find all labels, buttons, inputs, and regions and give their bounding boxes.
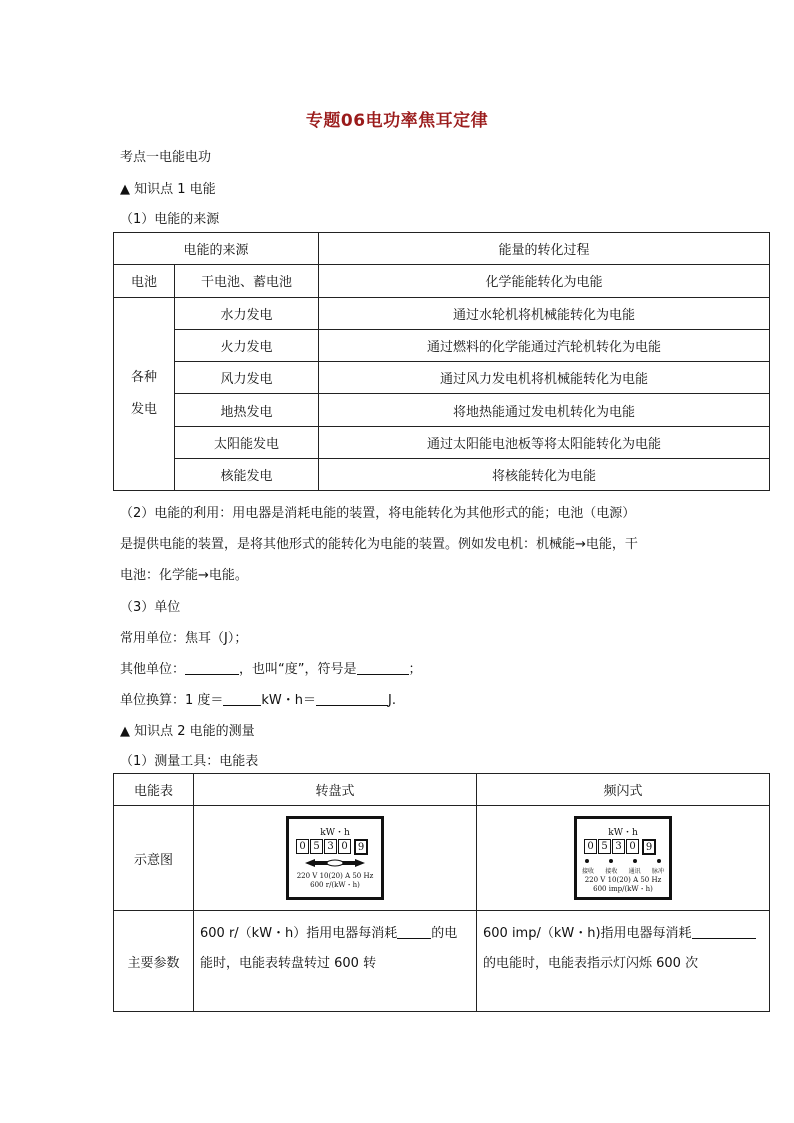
knowledge-point-1: ▲ 知识点 1 电能 (120, 182, 216, 197)
fill-blank[interactable] (692, 924, 756, 939)
meter-digit: 3 (324, 839, 337, 854)
unit-conv-text: 单位换算：1 度＝ (120, 693, 224, 708)
flash-meter-cell (477, 806, 770, 911)
fill-blank[interactable] (316, 691, 388, 706)
indicator-light-icon (633, 859, 637, 863)
unit-conv-text: kW・h＝ (261, 693, 317, 708)
meter-spec: 600 r/(kW・h) (310, 881, 360, 889)
row-label-params: 主要参数 (114, 911, 194, 1012)
meter-spec: 220 V 10(20) A 50 Hz (584, 876, 662, 884)
header-process: 能量的转化过程 (319, 233, 770, 265)
table-row (114, 362, 770, 394)
table-row (114, 774, 770, 806)
fill-blank[interactable] (357, 660, 409, 675)
header-dial: 转盘式 (194, 774, 477, 806)
meter-digit: 0 (584, 839, 597, 854)
indicator-labels (582, 866, 664, 875)
source-type: 太阳能发电 (175, 426, 319, 458)
meter-digit: 5 (310, 839, 323, 854)
group-generation-line2: 发电 (130, 401, 157, 417)
unit-other (120, 658, 422, 677)
flash-params (477, 911, 770, 1012)
unit-other-text: ，也叫“度”，符号是 (239, 662, 357, 677)
process-cell: 通过风力发电机将机械能转化为电能 (319, 362, 770, 394)
dial-meter-diagram (286, 816, 384, 900)
meter-spec: 600 imp/(kW・h) (593, 885, 653, 893)
subheading-energy-source: （1）电能的来源 (120, 212, 220, 227)
header-meter: 电能表 (114, 774, 194, 806)
dial-meter-cell (194, 806, 477, 911)
flash-param-text: 600 imp/（kW・h)指用电器每消耗 (483, 926, 692, 941)
meter-digits (584, 839, 657, 855)
flash-param-text: 的电能时，电能表指示灯闪烁 600 次 (483, 956, 699, 971)
source-type: 干电池、蓄电池 (175, 265, 319, 297)
process-cell: 通过水轮机将机械能转化为电能 (319, 297, 770, 329)
process-cell: 化学能能转化为电能 (319, 265, 770, 297)
energy-source-table (113, 232, 770, 491)
indicator-label: 脉冲 (651, 868, 664, 875)
table-row (114, 459, 770, 491)
fill-blank[interactable] (223, 691, 261, 706)
meter-digit: 5 (598, 839, 611, 854)
unit-other-text: 其他单位： (120, 662, 186, 677)
process-cell: 通过太阳能电池板等将太阳能转化为电能 (319, 426, 770, 458)
table-row (114, 297, 770, 329)
process-cell: 通过燃料的化学能通过汽轮机转化为电能 (319, 329, 770, 361)
meter-table (113, 773, 770, 1012)
source-type: 核能发电 (175, 459, 319, 491)
subheading-unit: （3）单位 (120, 600, 181, 615)
page-title: 专题06电功率焦耳定律 (305, 111, 489, 131)
meter-digit: 3 (612, 839, 625, 854)
unit-common: 常用单位：焦耳（J）； (120, 631, 248, 646)
table-row (114, 329, 770, 361)
meter-digit: 9 (642, 839, 656, 855)
meter-spec: 220 V 10(20) A 50 Hz (296, 872, 374, 880)
indicator-label: 通讯 (628, 868, 641, 875)
meter-unit: kW・h (320, 828, 350, 838)
process-cell: 将核能转化为电能 (319, 459, 770, 491)
meter-unit: kW・h (608, 828, 638, 838)
paragraph-usage-line2: 是提供电能的装置，是将其他形式的能转化为电能的装置。例如发电机：机械能→电能，干 (120, 537, 638, 552)
indicator-light-icon (585, 859, 589, 863)
fill-blank[interactable] (397, 924, 431, 939)
unit-conversion (120, 689, 396, 708)
meter-digit: 0 (338, 839, 351, 854)
dial-param-text: 能时，电能表转盘转过 600 转 (200, 956, 377, 971)
group-battery: 电池 (114, 265, 175, 297)
table-row (114, 394, 770, 426)
unit-other-text: ； (408, 662, 422, 677)
unit-conv-text: J. (388, 693, 396, 708)
table-row (114, 265, 770, 297)
subheading-tool: （1）测量工具：电能表 (120, 754, 259, 769)
dial-params (194, 911, 477, 1012)
group-generation (114, 297, 175, 491)
paragraph-usage-line1: （2）电能的利用：用电器是消耗电能的装置，将电能转化为其他形式的能；电池（电源） (120, 506, 636, 521)
table-row (114, 233, 770, 265)
source-type: 水力发电 (175, 297, 319, 329)
indicator-label: 接收 (582, 868, 595, 875)
paragraph-usage-line3: 电池：化学能→电能。 (120, 568, 248, 583)
table-row (114, 806, 770, 911)
dial-param-text: 600 r/（kW・h）指用电器每消耗 (200, 926, 398, 941)
fill-blank[interactable] (185, 660, 239, 675)
header-source: 电能的来源 (114, 233, 319, 265)
indicator-light-icon (609, 859, 613, 863)
source-type: 地热发电 (175, 394, 319, 426)
row-label-diagram: 示意图 (114, 806, 194, 911)
section-heading: 考点一电能电功 (120, 150, 212, 165)
header-flash: 频闪式 (477, 774, 770, 806)
source-type: 风力发电 (175, 362, 319, 394)
meter-digit: 0 (296, 839, 309, 854)
dial-param-text: 的电 (431, 926, 458, 941)
indicator-light-icon (657, 859, 661, 863)
table-row (114, 911, 770, 1012)
knowledge-point-2: ▲ 知识点 2 电能的测量 (120, 724, 255, 739)
indicator-label: 接收 (605, 868, 618, 875)
flash-meter-diagram (574, 816, 672, 900)
source-type: 火力发电 (175, 329, 319, 361)
meter-digit: 0 (626, 839, 639, 854)
table-row (114, 426, 770, 458)
group-generation-line1: 各种 (130, 369, 157, 385)
meter-digit: 9 (354, 839, 368, 855)
dial-disc-icon (305, 858, 365, 868)
indicator-lights (585, 859, 661, 863)
process-cell: 将地热能通过发电机转化为电能 (319, 394, 770, 426)
meter-digits (296, 839, 369, 855)
